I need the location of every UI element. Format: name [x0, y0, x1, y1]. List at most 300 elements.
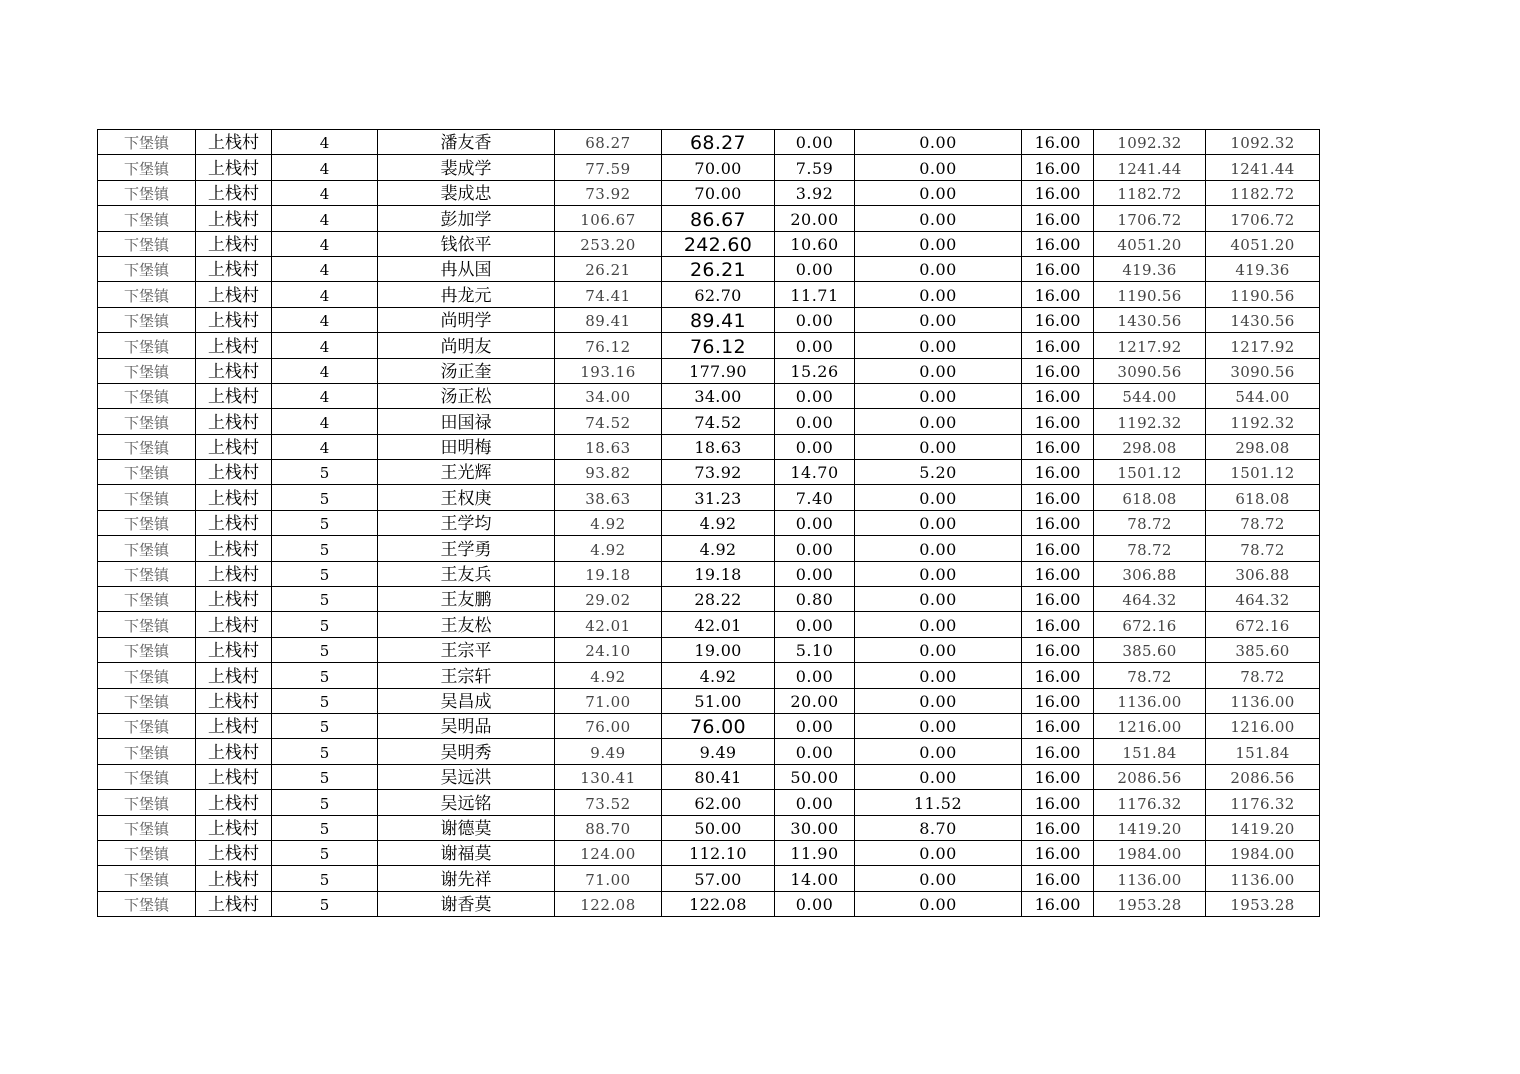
name-cell: 吴昌成: [378, 688, 555, 713]
group-cell: 4: [272, 206, 378, 231]
total-area-cell: 76.12: [555, 333, 662, 358]
total-area-cell: 68.27: [555, 130, 662, 155]
town-cell: 下堡镇: [98, 764, 196, 789]
amount-total-cell: 1419.20: [1206, 815, 1320, 840]
total-area-cell: 18.63: [555, 434, 662, 459]
area-b-cell: 0.00: [775, 790, 855, 815]
town-cell: 下堡镇: [98, 383, 196, 408]
amount-total-cell: 1182.72: [1206, 180, 1320, 205]
amount-total-cell: 385.60: [1206, 637, 1320, 662]
group-cell: 4: [272, 383, 378, 408]
area-b-cell: 10.60: [775, 231, 855, 256]
total-area-cell: 4.92: [555, 536, 662, 561]
group-cell: 4: [272, 409, 378, 434]
area-a-cell: 73.92: [662, 460, 775, 485]
table-row: [98, 434, 1320, 459]
rate-cell: 16.00: [1022, 434, 1094, 459]
name-cell: 吴明秀: [378, 739, 555, 764]
table-row: [98, 587, 1320, 612]
village-cell: 上栈村: [196, 333, 272, 358]
village-cell: 上栈村: [196, 891, 272, 916]
table-row: [98, 130, 1320, 155]
table-row: [98, 561, 1320, 586]
village-cell: 上栈村: [196, 282, 272, 307]
area-c-cell: 8.70: [855, 815, 1022, 840]
amount-total-cell: 78.72: [1206, 536, 1320, 561]
amount-total-cell: 618.08: [1206, 485, 1320, 510]
area-c-cell: 0.00: [855, 764, 1022, 789]
area-a-cell: 89.41: [662, 307, 775, 332]
amount-total-cell: 1501.12: [1206, 460, 1320, 485]
amount-total-cell: 1176.32: [1206, 790, 1320, 815]
group-cell: 4: [272, 282, 378, 307]
amount-total-cell: 1984.00: [1206, 840, 1320, 865]
village-cell: 上栈村: [196, 130, 272, 155]
group-cell: 4: [272, 256, 378, 281]
amount-total-cell: 1092.32: [1206, 130, 1320, 155]
total-area-cell: 26.21: [555, 256, 662, 281]
name-cell: 谢香莫: [378, 891, 555, 916]
area-b-cell: 15.26: [775, 358, 855, 383]
total-area-cell: 88.70: [555, 815, 662, 840]
area-b-cell: 0.00: [775, 663, 855, 688]
area-a-cell: 70.00: [662, 155, 775, 180]
town-cell: 下堡镇: [98, 155, 196, 180]
table-row: [98, 713, 1320, 738]
area-c-cell: 0.00: [855, 231, 1022, 256]
name-cell: 王友鹏: [378, 587, 555, 612]
amount-cell: 672.16: [1094, 612, 1206, 637]
table-row: [98, 206, 1320, 231]
group-cell: 5: [272, 561, 378, 586]
area-b-cell: 7.59: [775, 155, 855, 180]
town-cell: 下堡镇: [98, 256, 196, 281]
name-cell: 王学勇: [378, 536, 555, 561]
town-cell: 下堡镇: [98, 663, 196, 688]
village-cell: 上栈村: [196, 383, 272, 408]
table-row: [98, 663, 1320, 688]
amount-cell: 1092.32: [1094, 130, 1206, 155]
village-cell: 上栈村: [196, 866, 272, 891]
table-row: [98, 688, 1320, 713]
total-area-cell: 73.52: [555, 790, 662, 815]
amount-cell: 464.32: [1094, 587, 1206, 612]
amount-total-cell: 419.36: [1206, 256, 1320, 281]
name-cell: 王光辉: [378, 460, 555, 485]
total-area-cell: 106.67: [555, 206, 662, 231]
rate-cell: 16.00: [1022, 333, 1094, 358]
area-c-cell: 0.00: [855, 206, 1022, 231]
total-area-cell: 77.59: [555, 155, 662, 180]
name-cell: 尚明友: [378, 333, 555, 358]
total-area-cell: 73.92: [555, 180, 662, 205]
amount-total-cell: 1953.28: [1206, 891, 1320, 916]
table-body: [98, 130, 1320, 917]
amount-cell: 1216.00: [1094, 713, 1206, 738]
village-cell: 上栈村: [196, 612, 272, 637]
table-row: [98, 155, 1320, 180]
area-a-cell: 86.67: [662, 206, 775, 231]
table-row: [98, 840, 1320, 865]
village-cell: 上栈村: [196, 739, 272, 764]
area-a-cell: 51.00: [662, 688, 775, 713]
amount-cell: 1419.20: [1094, 815, 1206, 840]
rate-cell: 16.00: [1022, 713, 1094, 738]
table-row: [98, 180, 1320, 205]
town-cell: 下堡镇: [98, 739, 196, 764]
amount-total-cell: 1430.56: [1206, 307, 1320, 332]
village-cell: 上栈村: [196, 510, 272, 535]
area-b-cell: 0.00: [775, 739, 855, 764]
rate-cell: 16.00: [1022, 637, 1094, 662]
amount-cell: 78.72: [1094, 663, 1206, 688]
area-b-cell: 0.00: [775, 510, 855, 535]
rate-cell: 16.00: [1022, 587, 1094, 612]
total-area-cell: 253.20: [555, 231, 662, 256]
name-cell: 冉从国: [378, 256, 555, 281]
total-area-cell: 89.41: [555, 307, 662, 332]
table-row: [98, 409, 1320, 434]
area-a-cell: 9.49: [662, 739, 775, 764]
table-row: [98, 815, 1320, 840]
town-cell: 下堡镇: [98, 358, 196, 383]
name-cell: 田国禄: [378, 409, 555, 434]
amount-cell: 1706.72: [1094, 206, 1206, 231]
total-area-cell: 74.41: [555, 282, 662, 307]
area-b-cell: 14.00: [775, 866, 855, 891]
amount-total-cell: 306.88: [1206, 561, 1320, 586]
rate-cell: 16.00: [1022, 815, 1094, 840]
village-cell: 上栈村: [196, 206, 272, 231]
amount-total-cell: 544.00: [1206, 383, 1320, 408]
total-area-cell: 38.63: [555, 485, 662, 510]
amount-total-cell: 1190.56: [1206, 282, 1320, 307]
area-c-cell: 0.00: [855, 891, 1022, 916]
total-area-cell: 130.41: [555, 764, 662, 789]
rate-cell: 16.00: [1022, 764, 1094, 789]
village-cell: 上栈村: [196, 637, 272, 662]
name-cell: 王友兵: [378, 561, 555, 586]
name-cell: 尚明学: [378, 307, 555, 332]
table-row: [98, 536, 1320, 561]
name-cell: 钱依平: [378, 231, 555, 256]
rate-cell: 16.00: [1022, 739, 1094, 764]
area-b-cell: 0.00: [775, 536, 855, 561]
village-cell: 上栈村: [196, 663, 272, 688]
area-b-cell: 5.10: [775, 637, 855, 662]
total-area-cell: 4.92: [555, 663, 662, 688]
town-cell: 下堡镇: [98, 333, 196, 358]
amount-cell: 2086.56: [1094, 764, 1206, 789]
area-a-cell: 4.92: [662, 510, 775, 535]
amount-total-cell: 78.72: [1206, 510, 1320, 535]
town-cell: 下堡镇: [98, 866, 196, 891]
group-cell: 5: [272, 536, 378, 561]
name-cell: 吴远洪: [378, 764, 555, 789]
total-area-cell: 4.92: [555, 510, 662, 535]
rate-cell: 16.00: [1022, 510, 1094, 535]
group-cell: 5: [272, 764, 378, 789]
table-row: [98, 485, 1320, 510]
town-cell: 下堡镇: [98, 409, 196, 434]
name-cell: 汤正奎: [378, 358, 555, 383]
area-b-cell: 0.00: [775, 713, 855, 738]
amount-cell: 78.72: [1094, 510, 1206, 535]
amount-cell: 1241.44: [1094, 155, 1206, 180]
name-cell: 裴成学: [378, 155, 555, 180]
group-cell: 4: [272, 231, 378, 256]
village-cell: 上栈村: [196, 561, 272, 586]
amount-total-cell: 1192.32: [1206, 409, 1320, 434]
amount-cell: 544.00: [1094, 383, 1206, 408]
total-area-cell: 124.00: [555, 840, 662, 865]
area-a-cell: 19.18: [662, 561, 775, 586]
village-cell: 上栈村: [196, 155, 272, 180]
area-b-cell: 0.00: [775, 561, 855, 586]
area-a-cell: 50.00: [662, 815, 775, 840]
group-cell: 5: [272, 739, 378, 764]
village-cell: 上栈村: [196, 485, 272, 510]
table-row: [98, 256, 1320, 281]
group-cell: 4: [272, 434, 378, 459]
rate-cell: 16.00: [1022, 231, 1094, 256]
town-cell: 下堡镇: [98, 713, 196, 738]
area-b-cell: 7.40: [775, 485, 855, 510]
area-b-cell: 14.70: [775, 460, 855, 485]
area-c-cell: 0.00: [855, 536, 1022, 561]
amount-total-cell: 1136.00: [1206, 866, 1320, 891]
area-a-cell: 34.00: [662, 383, 775, 408]
area-b-cell: 20.00: [775, 206, 855, 231]
table-row: [98, 358, 1320, 383]
town-cell: 下堡镇: [98, 561, 196, 586]
group-cell: 4: [272, 307, 378, 332]
total-area-cell: 29.02: [555, 587, 662, 612]
village-cell: 上栈村: [196, 688, 272, 713]
table-row: [98, 891, 1320, 916]
rate-cell: 16.00: [1022, 840, 1094, 865]
table-row: [98, 637, 1320, 662]
group-cell: 4: [272, 130, 378, 155]
rate-cell: 16.00: [1022, 358, 1094, 383]
area-b-cell: 30.00: [775, 815, 855, 840]
table-row: [98, 231, 1320, 256]
rate-cell: 16.00: [1022, 460, 1094, 485]
area-b-cell: 3.92: [775, 180, 855, 205]
area-c-cell: 0.00: [855, 256, 1022, 281]
area-c-cell: 0.00: [855, 130, 1022, 155]
total-area-cell: 42.01: [555, 612, 662, 637]
town-cell: 下堡镇: [98, 282, 196, 307]
name-cell: 王宗轩: [378, 663, 555, 688]
group-cell: 5: [272, 663, 378, 688]
area-b-cell: 0.00: [775, 434, 855, 459]
area-c-cell: 0.00: [855, 866, 1022, 891]
town-cell: 下堡镇: [98, 612, 196, 637]
amount-cell: 1953.28: [1094, 891, 1206, 916]
name-cell: 冉龙元: [378, 282, 555, 307]
village-cell: 上栈村: [196, 460, 272, 485]
village-cell: 上栈村: [196, 587, 272, 612]
total-area-cell: 76.00: [555, 713, 662, 738]
table-row: [98, 739, 1320, 764]
name-cell: 谢德莫: [378, 815, 555, 840]
town-cell: 下堡镇: [98, 180, 196, 205]
name-cell: 吴远铭: [378, 790, 555, 815]
village-cell: 上栈村: [196, 815, 272, 840]
name-cell: 谢先祥: [378, 866, 555, 891]
rate-cell: 16.00: [1022, 409, 1094, 434]
amount-cell: 298.08: [1094, 434, 1206, 459]
area-a-cell: 70.00: [662, 180, 775, 205]
group-cell: 5: [272, 891, 378, 916]
group-cell: 5: [272, 612, 378, 637]
name-cell: 彭加学: [378, 206, 555, 231]
name-cell: 王友松: [378, 612, 555, 637]
town-cell: 下堡镇: [98, 485, 196, 510]
area-b-cell: 0.00: [775, 256, 855, 281]
total-area-cell: 74.52: [555, 409, 662, 434]
amount-total-cell: 151.84: [1206, 739, 1320, 764]
area-c-cell: 5.20: [855, 460, 1022, 485]
amount-total-cell: 1241.44: [1206, 155, 1320, 180]
town-cell: 下堡镇: [98, 130, 196, 155]
group-cell: 4: [272, 333, 378, 358]
amount-total-cell: 464.32: [1206, 587, 1320, 612]
town-cell: 下堡镇: [98, 231, 196, 256]
village-cell: 上栈村: [196, 409, 272, 434]
group-cell: 5: [272, 485, 378, 510]
village-cell: 上栈村: [196, 231, 272, 256]
group-cell: 5: [272, 815, 378, 840]
group-cell: 5: [272, 510, 378, 535]
total-area-cell: 93.82: [555, 460, 662, 485]
amount-cell: 1190.56: [1094, 282, 1206, 307]
group-cell: 5: [272, 688, 378, 713]
amount-cell: 1192.32: [1094, 409, 1206, 434]
amount-cell: 618.08: [1094, 485, 1206, 510]
town-cell: 下堡镇: [98, 815, 196, 840]
area-c-cell: 0.00: [855, 561, 1022, 586]
table-row: [98, 383, 1320, 408]
total-area-cell: 71.00: [555, 866, 662, 891]
area-a-cell: 74.52: [662, 409, 775, 434]
area-a-cell: 28.22: [662, 587, 775, 612]
area-c-cell: 11.52: [855, 790, 1022, 815]
name-cell: 王权庚: [378, 485, 555, 510]
total-area-cell: 34.00: [555, 383, 662, 408]
area-a-cell: 177.90: [662, 358, 775, 383]
area-c-cell: 0.00: [855, 333, 1022, 358]
rate-cell: 16.00: [1022, 485, 1094, 510]
rate-cell: 16.00: [1022, 536, 1094, 561]
area-c-cell: 0.00: [855, 663, 1022, 688]
amount-total-cell: 78.72: [1206, 663, 1320, 688]
town-cell: 下堡镇: [98, 307, 196, 332]
area-c-cell: 0.00: [855, 358, 1022, 383]
rate-cell: 16.00: [1022, 155, 1094, 180]
amount-total-cell: 3090.56: [1206, 358, 1320, 383]
area-b-cell: 0.00: [775, 307, 855, 332]
area-c-cell: 0.00: [855, 612, 1022, 637]
group-cell: 4: [272, 155, 378, 180]
area-a-cell: 242.60: [662, 231, 775, 256]
area-b-cell: 20.00: [775, 688, 855, 713]
group-cell: 5: [272, 840, 378, 865]
rate-cell: 16.00: [1022, 790, 1094, 815]
town-cell: 下堡镇: [98, 891, 196, 916]
area-c-cell: 0.00: [855, 840, 1022, 865]
rate-cell: 16.00: [1022, 206, 1094, 231]
area-c-cell: 0.00: [855, 637, 1022, 662]
town-cell: 下堡镇: [98, 434, 196, 459]
village-cell: 上栈村: [196, 713, 272, 738]
name-cell: 潘友香: [378, 130, 555, 155]
area-c-cell: 0.00: [855, 383, 1022, 408]
amount-cell: 306.88: [1094, 561, 1206, 586]
village-cell: 上栈村: [196, 256, 272, 281]
rate-cell: 16.00: [1022, 688, 1094, 713]
rate-cell: 16.00: [1022, 866, 1094, 891]
rate-cell: 16.00: [1022, 891, 1094, 916]
area-a-cell: 4.92: [662, 536, 775, 561]
subsidy-table: [97, 129, 1320, 917]
area-b-cell: 11.71: [775, 282, 855, 307]
area-a-cell: 31.23: [662, 485, 775, 510]
village-cell: 上栈村: [196, 790, 272, 815]
area-c-cell: 0.00: [855, 409, 1022, 434]
amount-total-cell: 1706.72: [1206, 206, 1320, 231]
rate-cell: 16.00: [1022, 130, 1094, 155]
area-a-cell: 26.21: [662, 256, 775, 281]
area-b-cell: 0.00: [775, 612, 855, 637]
area-a-cell: 76.00: [662, 713, 775, 738]
town-cell: 下堡镇: [98, 688, 196, 713]
amount-cell: 1136.00: [1094, 688, 1206, 713]
table-row: [98, 510, 1320, 535]
rate-cell: 16.00: [1022, 663, 1094, 688]
amount-cell: 1217.92: [1094, 333, 1206, 358]
rate-cell: 16.00: [1022, 383, 1094, 408]
area-c-cell: 0.00: [855, 739, 1022, 764]
village-cell: 上栈村: [196, 434, 272, 459]
area-a-cell: 42.01: [662, 612, 775, 637]
group-cell: 5: [272, 713, 378, 738]
name-cell: 王宗平: [378, 637, 555, 662]
area-a-cell: 57.00: [662, 866, 775, 891]
amount-cell: 385.60: [1094, 637, 1206, 662]
area-c-cell: 0.00: [855, 434, 1022, 459]
rate-cell: 16.00: [1022, 612, 1094, 637]
area-c-cell: 0.00: [855, 713, 1022, 738]
amount-cell: 3090.56: [1094, 358, 1206, 383]
name-cell: 王学均: [378, 510, 555, 535]
group-cell: 5: [272, 637, 378, 662]
area-c-cell: 0.00: [855, 180, 1022, 205]
name-cell: 田明梅: [378, 434, 555, 459]
village-cell: 上栈村: [196, 840, 272, 865]
table-row: [98, 866, 1320, 891]
amount-total-cell: 1217.92: [1206, 333, 1320, 358]
town-cell: 下堡镇: [98, 536, 196, 561]
amount-cell: 419.36: [1094, 256, 1206, 281]
amount-cell: 151.84: [1094, 739, 1206, 764]
area-c-cell: 0.00: [855, 155, 1022, 180]
area-a-cell: 4.92: [662, 663, 775, 688]
village-cell: 上栈村: [196, 180, 272, 205]
total-area-cell: 9.49: [555, 739, 662, 764]
rate-cell: 16.00: [1022, 256, 1094, 281]
